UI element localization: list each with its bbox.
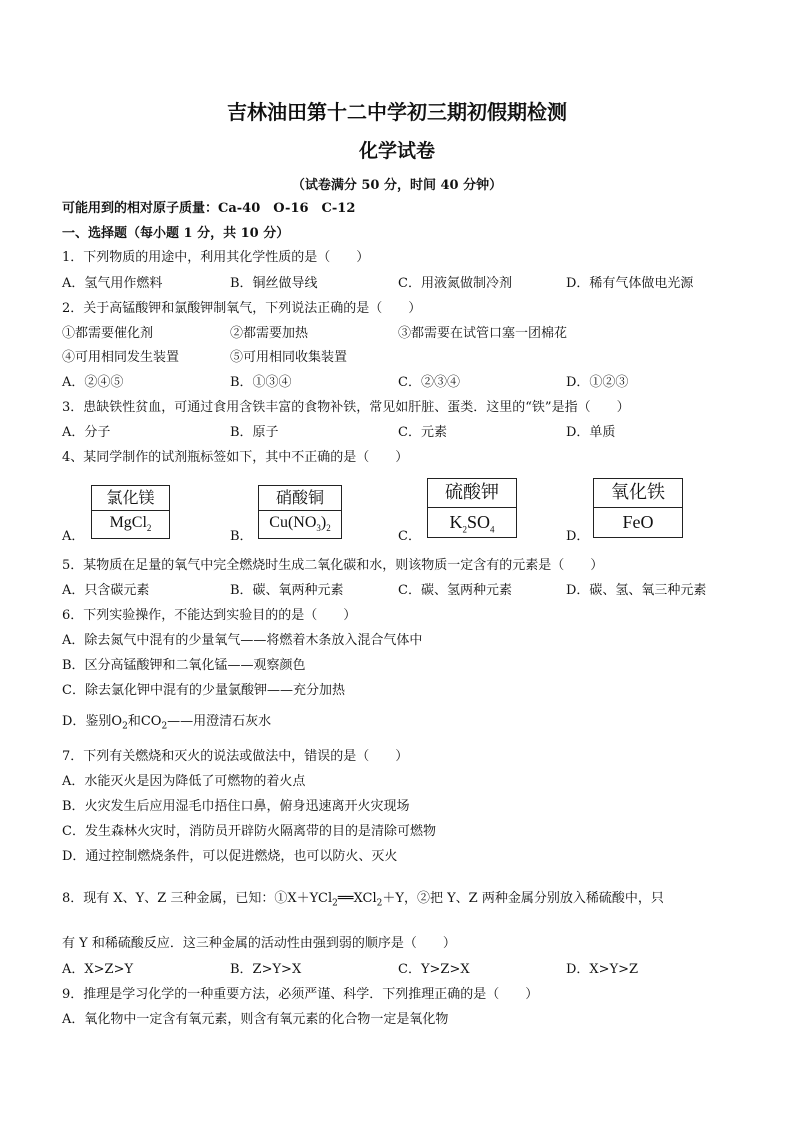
question-8-stem-line-2: 有 Y 和稀硫酸反应．这三种金属的活动性由强到弱的顺序是（ ）	[62, 936, 456, 951]
question-6-stem: 6．下列实验操作，不能达到实验目的的是（ ）	[62, 608, 357, 623]
section-heading: 一、选择题（每小题 1 分，共 10 分）	[62, 226, 290, 241]
question-4-option-b: B．	[230, 529, 253, 544]
question-9-option-a: A．氧化物中一定含有氧元素，则含有氧元素的化合物一定是氧化物	[62, 1012, 449, 1027]
question-6-option-a: A．除去氮气中混有的少量氧气——将燃着木条放入混合气体中	[62, 633, 423, 648]
atomic-mass-line: 可能用到的相对原子质量：Ca-40 O-16 C-12	[62, 201, 356, 216]
question-1-stem: 1．下列物质的用途中，利用其化学性质的是（ ）	[62, 250, 370, 265]
label-c-name: 硫酸钾	[428, 479, 516, 508]
question-2-option-d: D．①②③	[566, 375, 629, 390]
question-5-option-b: B．碳、氧两种元素	[230, 583, 344, 598]
question-5-option-c: C．碳、氢两种元素	[398, 583, 512, 598]
label-d-name: 氧化铁	[594, 479, 682, 508]
question-5-option-d: D．碳、氢、氧三种元素	[566, 583, 707, 598]
question-7-option-d: D．通过控制燃烧条件，可以促进燃烧，也可以防火、灭火	[62, 849, 398, 864]
question-6-option-d: D．鉴别$O_2$和$CO_2——$用澄清石灰水	[62, 714, 272, 732]
question-3-option-c: C．元素	[398, 425, 447, 440]
question-7-stem: 7．下列有关燃烧和灭火的说法或做法中，错误的是（ ）	[62, 749, 409, 764]
reagent-label-d	[593, 478, 683, 538]
question-8-option-c: C．Y>Z>X	[398, 962, 470, 977]
question-7-option-b: B．火灾发生后应用湿毛巾捂住口鼻，俯身迅速离开火灾现场	[62, 799, 410, 814]
question-5-stem: 5．某物质在足量的氧气中完全燃烧时生成二氧化碳和水，则该物质一定含有的元素是（ ）	[62, 558, 604, 573]
question-4-stem: 4、某同学制作的试剂瓶标签如下，其中不正确的是（ ）	[62, 450, 409, 465]
question-3-stem: 3．患缺铁性贫血，可通过食用含铁丰富的食物补铁，常见如肝脏、蛋类．这里的“铁”是指（ ）	[62, 400, 630, 415]
reagent-label-c	[427, 478, 517, 538]
question-2-option-c: C．②③④	[398, 375, 460, 390]
question-2-option-a: A．②④⑤	[62, 375, 124, 390]
question-8-stem: 8．现有 X、Y、Z 三种金属，已知：①X＋YCl$_2$══XCl$_2$＋Y，②把 Y、Z 两种金属分别放入稀硫酸中，只	[62, 891, 664, 909]
question-1-option-a: A．氢气用作燃料	[62, 276, 163, 291]
label-a-name: 氯化镁	[92, 486, 169, 511]
question-2-statement-1: ①都需要催化剂	[62, 326, 154, 341]
question-6-option-c: C．除去氯化钾中混有的少量氯酸钾——充分加热	[62, 683, 345, 698]
school-title: 吉林油田第十二中学初三期初假期检测	[227, 100, 567, 124]
exam-meta: （试卷满分 50 分，时间 40 分钟）	[291, 178, 503, 193]
question-8-option-d: D．X>Y>Z	[566, 962, 639, 977]
question-9-stem: 9．推理是学习化学的一种重要方法，必须严谨、科学．下列推理正确的是（ ）	[62, 987, 539, 1002]
label-d-formula: FeO	[622, 512, 654, 532]
question-3-option-d: D．单质	[566, 425, 616, 440]
question-2-stem: 2．关于高锰酸钾和氯酸钾制氧气，下列说法正确的是（ ）	[62, 301, 422, 316]
question-7-option-c: C．发生森林火灾时，消防员开辟防火隔离带的目的是清除可燃物	[62, 824, 436, 839]
label-b-name: 硝酸铜	[259, 486, 341, 511]
question-4-option-a: A．	[62, 529, 85, 544]
question-2-statement-2: ②都需要加热	[230, 326, 309, 341]
label-b-formula: $Cu(NO_3)_2$	[269, 514, 331, 534]
question-1-option-b: B．铜丝做导线	[230, 276, 318, 291]
label-c-formula: $K_2SO_4$	[449, 512, 495, 535]
question-2-option-b: B．①③④	[230, 375, 292, 390]
question-2-statement-3: ③都需要在试管口塞一团棉花	[398, 326, 568, 341]
paper-title: 化学试卷	[358, 140, 435, 162]
question-1-option-c: C．用液氮做制冷剂	[398, 276, 512, 291]
label-a-formula: MgCl$_2$	[109, 514, 152, 534]
question-4-option-d: D．	[566, 529, 590, 544]
question-2-statement-5: ⑤可用相同收集装置	[230, 350, 348, 365]
question-8-option-b: B．Z>Y>X	[230, 962, 302, 977]
question-8-option-a: A．X>Z>Y	[62, 962, 134, 977]
reagent-label-a	[91, 485, 170, 539]
question-3-option-a: A．分子	[62, 425, 111, 440]
question-7-option-a: A．水能灭火是因为降低了可燃物的着火点	[62, 774, 306, 789]
question-3-option-b: B．原子	[230, 425, 279, 440]
question-2-statement-4: ④可用相同发生装置	[62, 350, 180, 365]
question-4-option-c: C．	[398, 529, 421, 544]
question-5-option-a: A．只含碳元素	[62, 583, 150, 598]
question-6-option-b: B．区分高锰酸钾和二氧化锰——观察颜色	[62, 658, 306, 673]
reagent-label-b	[258, 485, 342, 539]
question-1-option-d: D．稀有气体做电光源	[566, 276, 694, 291]
